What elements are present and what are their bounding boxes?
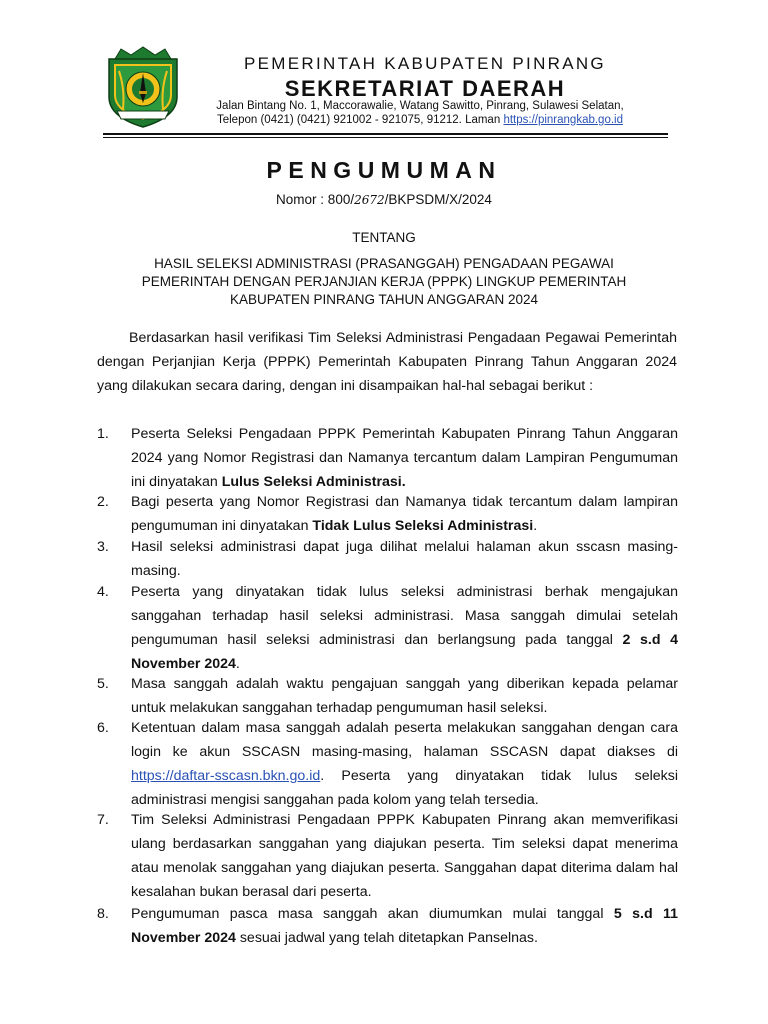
list-item (131, 902, 678, 950)
item-text: Peserta Seleksi Pengadaan PPPK Pemerintah Kabupaten Pinrang Tahun Anggaran 2024 yang Nomor Registrasi dan Namanya tercantum dalam Lampiran Pengumuman ini dinyatakan (131, 426, 678, 490)
item-number: 5. (97, 676, 109, 692)
sscasn-link[interactable]: https://daftar-sscasn.bkn.go.id (131, 768, 321, 784)
phone-text: Telepon (0421) (0421) 921002 - 921075, 91212. Laman (216, 114, 504, 126)
list-item (131, 716, 678, 812)
item-number: 3. (97, 539, 109, 555)
list-item: Masa sanggah adalah waktu pengajuan sanggah yang diberikan kepada pelamar untuk melakukan sanggahan terhadap pengumuman hasil seleksi. (131, 676, 678, 716)
list-item: Hasil seleksi administrasi dapat juga dilihat melalui halaman akun sscasn masing-masing. (131, 539, 678, 579)
item-number: 2. (97, 494, 109, 510)
item-number: 4. (97, 584, 109, 600)
item-text: Peserta yang dinyatakan tidak lulus seleksi administrasi berhak mengajukan sanggahan terhadap hasil seleksi administrasi. Masa sanggah dimulai setelah pengumuman hasil seleksi administrasi dan berlangsung pada tanggal (131, 584, 678, 648)
document-title: PENGUMUMAN (266, 157, 502, 183)
item-number: 1. (97, 426, 109, 442)
item-emphasis: 2 s.d 4 November 2024 (131, 632, 678, 672)
government-name: PEMERINTAH KABUPATEN PINRANG (244, 54, 606, 73)
list-item (131, 422, 678, 494)
number-prefix: Nomor : 800/ (276, 192, 355, 207)
document-number (0, 192, 768, 207)
item-number: 7. (97, 812, 109, 828)
address-line: Jalan Bintang No. 1, Maccorawalie, Watang Sawitto, Pinrang, Sulawesi Selatan, (216, 100, 624, 112)
subject-line: HASIL SELEKSI ADMINISTRASI (PRASANGGAH) PENGADAAN PEGAWAI (154, 256, 614, 271)
list-item (131, 580, 678, 676)
office-name: SEKRETARIAT DAERAH (284, 76, 566, 101)
subject-line: KABUPATEN PINRANG TAHUN ANGGARAN 2024 (229, 292, 539, 307)
item-emphasis: 5 s.d 11 November 2024 (131, 906, 678, 946)
kabupaten-pinrang-emblem (103, 45, 183, 130)
intro-paragraph: Berdasarkan hasil verifikasi Tim Seleksi Administrasi Pengadaan Pegawai Pemerintah dengan Perjanjian Kerja (PPPK) Pemerintah Kabupaten Pinrang Tahun Anggaran 2024 yang dilakukan secara daring, dengan ini disampaikan hal-hal sebagai berikut : (97, 330, 677, 394)
subject-line: PEMERINTAH DENGAN PERJANJIAN KERJA (PPPK) LINGKUP PEMERINTAH (141, 274, 627, 289)
contact-line (192, 114, 648, 126)
item-text: Ketentuan dalam masa sanggah adalah peserta melakukan sanggahan dengan cara login ke akun SSCASN masing-masing, halaman SSCASN dapat diakses di (131, 720, 678, 760)
list-item: Tim Seleksi Administrasi Pengadaan PPPK Kabupaten Pinrang akan memverifikasi ulang berdasarkan sanggahan yang diajukan peserta. Tim seleksi dapat menerima atau menolak sanggahan yang diajukan peserta. Sanggahan dapat diterima dalam hal kesalahan bukan berasal dari peserta. (131, 812, 678, 900)
item-number: 6. (97, 720, 109, 736)
item-tail: . Peserta yang dinyatakan tidak lulus seleksi administrasi mengisi sanggahan pada kolom yang telah tersedia. (131, 768, 678, 808)
handwritten-number: 2672 (354, 193, 385, 207)
item-emphasis: Lulus Seleksi Administrasi. (221, 474, 406, 490)
item-tail: . (235, 656, 240, 672)
list-item (131, 490, 678, 538)
letterhead-rule-thick (103, 133, 668, 135)
item-number: 8. (97, 906, 109, 922)
item-tail: . (533, 518, 538, 534)
item-text: Pengumuman pasca masa sanggah akan diumumkan mulai tanggal (131, 906, 614, 922)
item-tail: sesuai jadwal yang telah ditetapkan Panselnas. (235, 930, 538, 946)
item-text: Bagi peserta yang Nomor Registrasi dan Namanya tidak tercantum dalam lampiran pengumuman ini dinyatakan (131, 494, 678, 534)
subject-heading: TENTANG (352, 230, 416, 245)
letterhead-rule-thin (103, 137, 668, 138)
number-suffix: /BKPSDM/X/2024 (384, 192, 492, 207)
website-link[interactable]: https://pinrangkab.go.id (503, 114, 623, 126)
item-emphasis: Tidak Lulus Seleksi Administrasi (312, 518, 534, 534)
